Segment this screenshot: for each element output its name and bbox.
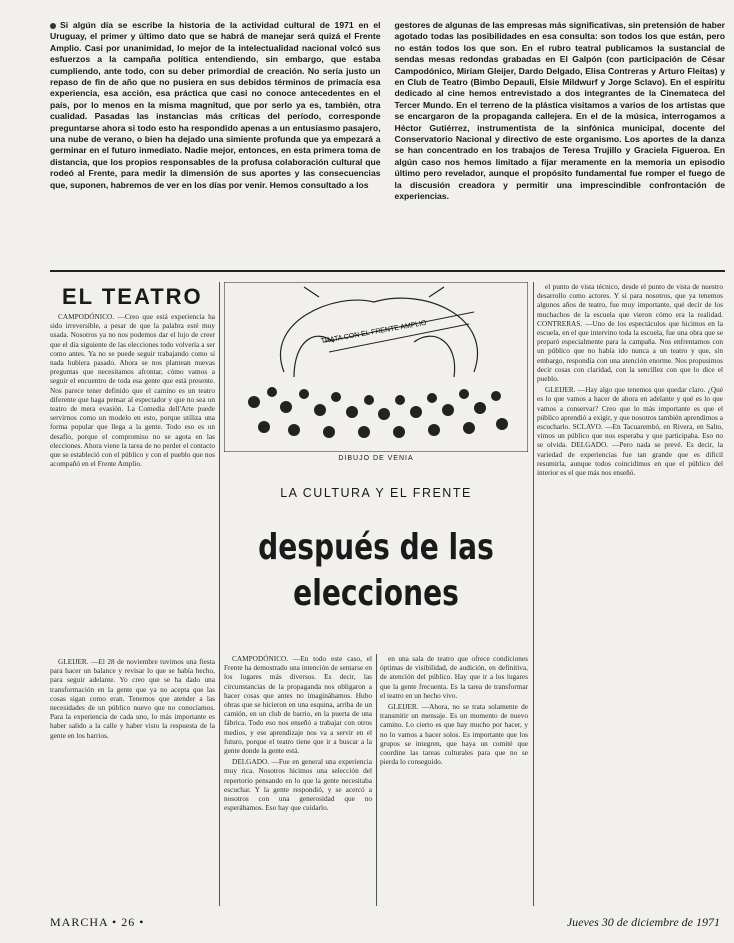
intro-right-text: gestores de algunas de las empresas más significativas, sin pretensión de haber agotado todas las posibilidades en esa consulta: son todos los que están, pero no están todos los que son. En el rubro teatral publicamos la sustancial de sendas mesas redondas grabadas en El Galpón (con participación de César Campodónico, Miriam Gleijer, Dardo Delgado, Elisa Contreras y Arturo Fleitas) y en Club de Teatro (Bimbo Depauli, Elsie Mildwurf y Jorge Sclavo). En el espíritu dedicado al cine hemos entrevistado a dos integrantes de la Cinemateca del Tercer Mundo. En el terreno de la plástica visitamos a varios de los artistas que se encargaron de la propaganda callejera. En el de la música, interrogamos a Héctor Gutiérrez, instrumentista de la sinfónica municipal, docente del Conservatorio Nacional y directivo de este organismo. Los aportes de la danza se han concentrado en los trabajos de Teresa Trujillo y Graciela Figueroa. En algún caso nos hemos limitado a fijar meramente en la memoria un episodio último pero revelador, aunque el propósito fundamental fue romper el fuego de la discusión creadora y permitir una imprescindible confrontación de experiencias.	[394, 20, 726, 202]
column-2-text: CAMPODÓNICO. —En todo este caso, el Frente ha demostrado una intención de sentarse en los lugares más diversos. Es decir, las circunstancias de la propaganda nos obligaron a hacer cosas que antes no imaginábamos. Hubo obras que se hicieron en una esquina, arriba de un camión, en un club de barrio, en la puerta de una fábrica. Todo eso nos enseñó a trabajar con otros medios, y ese aprendizaje nos va a servir en el futuro, porque el teatro tiene que ir a buscar a la gente donde la gente está.	[224, 654, 372, 756]
column-1-text: CAMPODÓNICO. —Creo que está experiencia ha sido irreversible, a pesar de que la palabra esté muy usada. Nosotros ya no nos podemos dar el lujo de creer que el día siguiente de las elecciones todo volvería a ser como antes. Ya no se puede seguir trabajando como si nada hubiera pasado. Ahora se nos plantean nuevas preguntas que necesitamos afrontar, cómo vamos a seguir el encuentro de toda esa gente que está presente. Nos parece tener definido que el camino es un teatro diferente que haga pensar al espectador y que no sea un teatro de mera evasión. La Comedia dell'Arte puede servirnos como un modelo en esto, porque utiliza una forma popular que llega a la gente. Todo eso es un desafío, porque el compromiso no se agota en las elecciones. Ahora viene la tarea de no perder el contacto que se estableció con el público y con el pueblo que nos acompañó en el Frente Amplio.	[50, 312, 215, 469]
crowd-drawing-icon	[224, 282, 528, 452]
illustration-caption: DIBUJO DE VENIA	[338, 455, 414, 462]
column-3-text: en una sala de teatro que ofrece condiciones óptimas de visibilidad, de audición, en definitiva, de atención del público. Hay que ir a los lugares que la gente frecuenta. Es la tarea de transformar el teatro en un hecho vivo.	[380, 654, 528, 700]
column-3	[380, 654, 528, 906]
intro-left-text: Si algún día se escribe la historia de la actividad cultural de 1971 en el Uruguay, el primer y último dato que se habrá de manejar será quizá el Frente Amplio. Casi por unanimidad, lo mejor de la intelectualidad nacional volcó sus esfuerzos a la campaña política entendiendo, sin embargo, que estaba cumpliendo, ante todo, con su deber primordial de creación. No sería justo un repaso de fin de año que no pusiera en sus debidos términos de primacía esa experiencia, esa acción, esa práctica que casi no conoce antecedentes en el país, por lo menos en la misma magnitud, que por serlo ya es, también, otra cualidad. Pasadas las instancias más críticas del período, corresponde preguntarse ahora si todo esto ha respondido apenas a un entusiasmo pasajero, una nube de verano, o bien ha dejado una simiente profunda que ya empezará a germinar en el futuro inmediato. Nadie mejor, entonces, en esta primera toma de distancia, que los propios responsables de la profusa colaboración cultural que rodeó al Frente, para medir la dimensión de sus aportes y las consecuencias que, suponen, habremos de ver en los días por venir. Hemos consultado a los	[50, 20, 381, 190]
footer-date: Jueves 30 de diciembre de 1971	[566, 915, 720, 929]
column-1b-text: GLEIJER. —El 28 de noviembre tuvimos una fiesta para hacer un balance y revisar lo que se había hecho, para seguir adelante. Yo creo que se ha dado una transformación en la gente que ya no acepta que las cosas sigan como eran. Tenemos que atender a las necesidades de un público nuevo que no conocíamos. Para la experiencia de cada uno, lo más importante es haber salido a la calle y haber visto la respuesta de la gente en los barrios.	[50, 657, 215, 740]
divider-rule	[50, 270, 725, 272]
column-rule	[219, 282, 220, 906]
illustration	[224, 282, 528, 452]
footer-page-number: MARCHA • 26 •	[50, 915, 145, 929]
column-rule	[533, 282, 534, 906]
column-3b-text: GLEIJER. —Ahora, no se trata solamente de transmitir un mensaje. Es un momento de nuevo camino. Lo cierto es que hay mucho por hacer, y no lo vamos a hacer solos. Es importante que los grupos se integren, que haya un comité que coordine las tareas culturales para que no se pierda lo conseguido.	[380, 702, 528, 767]
column-4b-text: GLEIJER. —Hay algo que tenemos que quedar claro. ¿Qué es lo que vamos a hacer de ahora en adelante y qué es lo que vamos a conservar? Creo que lo más importante es que el público aprendió a exigir, y que nosotros también aprendimos a escucharlo. SCLAVO. —En Tacuarembó, en Rivera, en Salto, vimos un público que nos esperaba y que participaba. Eso no se olvida. DELGADO. —Pero nada se prevé. Es decir, la variedad de experiencias fue tan grande que es difícil resumirla, aunque todos coincidimos en que el público del interior es el que más nos enseñó.	[537, 385, 723, 478]
banner-text: TRATA CON EL FRENTE AMPLIO	[320, 319, 428, 346]
headline: después de las elecciones	[258, 527, 494, 614]
column-4-text: el punto de vista técnico, desde el punto de vista de nuestro desarrollo como actores. Y si para nosotros, que ya tenemos algunos años de teatro, fue muy importante, qué decir de los muchachos de la escuela que vieron cómo era la realidad. CONTRERAS. —Uno de los espectáculos que hicimos en la escuela, en el que intervino toda la escuela, fue una obra que se preparó especialmente para la campaña. Nos enfrentamos con un público que no había ido nunca a un teatro y que, sin embargo, respondía con una atención enorme. Nos propusimos decir cosas con claridad, con la sencillez con que lo dice el pueblo.	[537, 282, 723, 384]
section-title: EL TEATRO	[62, 284, 203, 309]
column-4	[537, 282, 723, 906]
intro-column-right	[395, 20, 726, 203]
intro-column-left	[50, 20, 381, 203]
kicker: LA CULTURA Y EL FRENTE	[280, 486, 472, 500]
column-2	[224, 654, 372, 906]
intro-block	[50, 20, 725, 203]
column-1b	[50, 657, 215, 907]
column-rule	[376, 654, 377, 906]
column-2b-text: DELGADO. —Fue en general una experiencia muy rica. Nosotros hicimos una selección del repertorio pensando en lo que la gente necesitaba escuchar. Y la gente respondió, y se acercó a nosotros con una generosidad que no esperábamos. Eso hay que cuidarlo.	[224, 757, 372, 813]
column-1	[50, 312, 215, 652]
bullet-icon	[50, 23, 56, 29]
